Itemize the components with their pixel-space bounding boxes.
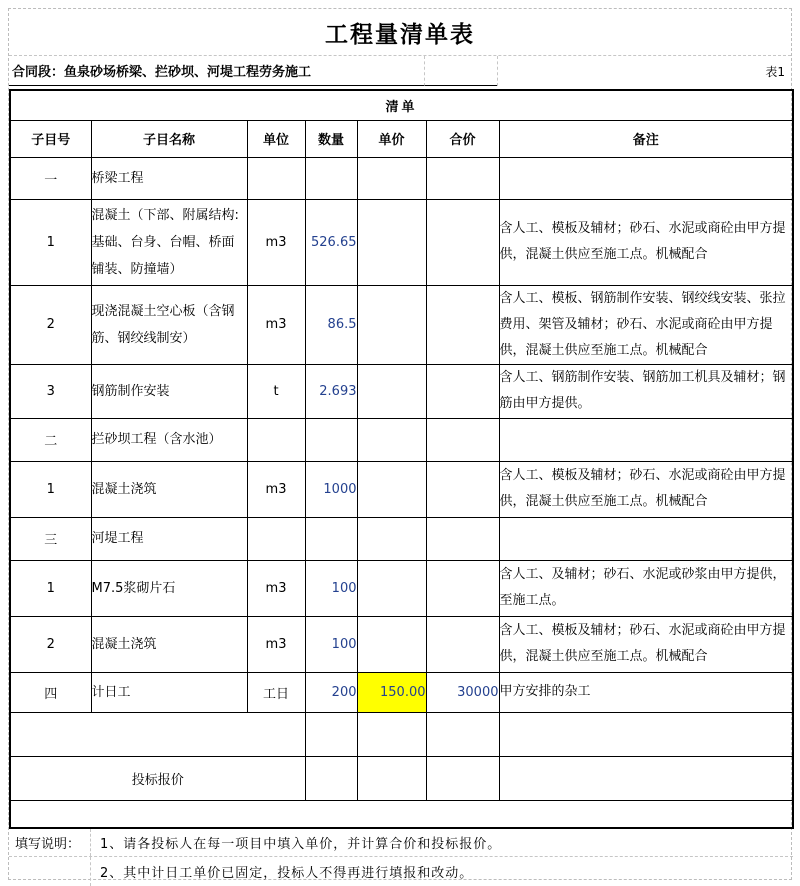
cell-qty[interactable]: 100 bbox=[305, 560, 357, 616]
column-header: 备注 bbox=[499, 120, 793, 157]
cell-qty[interactable] bbox=[305, 517, 357, 560]
cell-qty[interactable] bbox=[305, 712, 357, 756]
cell-remark[interactable] bbox=[499, 517, 793, 560]
cell-price[interactable] bbox=[357, 517, 426, 560]
cell-remark[interactable] bbox=[499, 712, 793, 756]
cell-total[interactable] bbox=[426, 616, 499, 672]
cell-unit[interactable]: m3 bbox=[247, 285, 305, 364]
cell-total[interactable] bbox=[426, 461, 499, 517]
cell-qty[interactable]: 100 bbox=[305, 616, 357, 672]
cell-item-name[interactable]: 拦砂坝工程（含水池） bbox=[91, 418, 247, 461]
cell-remark[interactable]: 甲方安排的杂工 bbox=[499, 672, 793, 712]
table-row bbox=[10, 364, 793, 418]
note-text: 1、请各投标人在每一项目中填入单价，并计算合价和投标报价。 bbox=[90, 829, 793, 856]
column-header: 合价 bbox=[426, 120, 499, 157]
cell-total[interactable] bbox=[426, 199, 499, 285]
cell-item-name[interactable]: 混凝土浇筑 bbox=[91, 616, 247, 672]
cell-unit[interactable]: m3 bbox=[247, 560, 305, 616]
worksheet bbox=[8, 8, 792, 880]
column-header: 数量 bbox=[305, 120, 357, 157]
cell-price[interactable]: 150.00 bbox=[357, 672, 426, 712]
cell-item-no[interactable]: 1 bbox=[10, 560, 91, 616]
cell-remark[interactable]: 含人工、模板及辅材；砂石、水泥或商砼由甲方提供，混凝土供应至施工点。机械配合 bbox=[499, 461, 793, 517]
cell-price[interactable] bbox=[357, 418, 426, 461]
table-row bbox=[10, 672, 793, 712]
cell-unit[interactable]: m3 bbox=[247, 616, 305, 672]
cell-item-no[interactable]: 一 bbox=[10, 157, 91, 199]
cell-price[interactable] bbox=[357, 199, 426, 285]
table-row bbox=[10, 285, 793, 364]
cell-total[interactable] bbox=[426, 364, 499, 418]
cell-item-no[interactable]: 1 bbox=[10, 199, 91, 285]
cell-remark[interactable]: 含人工、模板、钢筋制作安装、钢绞线安装、张拉费用、架管及辅材；砂石、水泥或商砼由甲方提供，混凝土供应至施工点。机械配合 bbox=[499, 285, 793, 364]
sheet-number: 表1 bbox=[497, 56, 791, 86]
cell-unit[interactable]: t bbox=[247, 364, 305, 418]
cell-total[interactable] bbox=[426, 418, 499, 461]
table-row bbox=[10, 461, 793, 517]
cell-item-no[interactable]: 2 bbox=[10, 285, 91, 364]
cell-qty[interactable]: 2.693 bbox=[305, 364, 357, 418]
table-row bbox=[10, 517, 793, 560]
cell-price[interactable] bbox=[357, 157, 426, 199]
table-row bbox=[10, 560, 793, 616]
column-header: 单价 bbox=[357, 120, 426, 157]
cell-total[interactable]: 30000 bbox=[426, 672, 499, 712]
table-row bbox=[10, 418, 793, 461]
cell-item-no[interactable]: 3 bbox=[10, 364, 91, 418]
cell-remark[interactable] bbox=[499, 756, 793, 800]
note-row bbox=[9, 829, 793, 857]
title-row bbox=[9, 9, 791, 56]
cell-price[interactable] bbox=[357, 712, 426, 756]
cell-price[interactable] bbox=[357, 285, 426, 364]
cell-total[interactable] bbox=[426, 157, 499, 199]
cell-item-name[interactable]: 钢筋制作安装 bbox=[91, 364, 247, 418]
cell-item-no[interactable]: 2 bbox=[10, 616, 91, 672]
cell-unit[interactable]: 工日 bbox=[247, 672, 305, 712]
cell-item-name[interactable]: 桥梁工程 bbox=[91, 157, 247, 199]
cell-price[interactable] bbox=[357, 756, 426, 800]
cell-remark[interactable]: 含人工、及辅材；砂石、水泥或砂浆由甲方提供，至施工点。 bbox=[499, 560, 793, 616]
cell-remark[interactable]: 含人工、钢筋制作安装、钢筋加工机具及辅材；钢筋由甲方提供。 bbox=[499, 364, 793, 418]
column-header: 子目名称 bbox=[91, 120, 247, 157]
cell-price[interactable] bbox=[357, 364, 426, 418]
cell-qty[interactable] bbox=[305, 756, 357, 800]
cell-price[interactable] bbox=[357, 461, 426, 517]
cell-total[interactable] bbox=[426, 560, 499, 616]
contract-empty-cell bbox=[424, 56, 497, 86]
cell-total[interactable] bbox=[426, 712, 499, 756]
cell-price[interactable] bbox=[357, 560, 426, 616]
cell-unit[interactable] bbox=[247, 418, 305, 461]
cell-unit[interactable]: m3 bbox=[247, 199, 305, 285]
notes-label: 填写说明： bbox=[15, 837, 81, 852]
cell-merged-blank[interactable] bbox=[10, 712, 305, 756]
cell-total[interactable] bbox=[426, 285, 499, 364]
cell-remark[interactable]: 含人工、模板及辅材；砂石、水泥或商砼由甲方提供，混凝土供应至施工点。机械配合 bbox=[499, 199, 793, 285]
cell-item-no[interactable]: 三 bbox=[10, 517, 91, 560]
cell-unit[interactable] bbox=[247, 157, 305, 199]
cell-item-name[interactable]: M7.5浆砌片石 bbox=[91, 560, 247, 616]
empty-fill-row bbox=[10, 712, 793, 756]
cell-qty[interactable]: 200 bbox=[305, 672, 357, 712]
cell-unit[interactable] bbox=[247, 517, 305, 560]
table-row bbox=[10, 157, 793, 199]
list-title: 清单 bbox=[10, 90, 793, 120]
cell-item-no[interactable]: 二 bbox=[10, 418, 91, 461]
page-title: 工程量清单表 bbox=[325, 21, 475, 48]
column-header: 单位 bbox=[247, 120, 305, 157]
cell-item-no[interactable]: 1 bbox=[10, 461, 91, 517]
cell-total[interactable] bbox=[426, 517, 499, 560]
table-row bbox=[10, 199, 793, 285]
quantity-list-table bbox=[9, 89, 794, 829]
list-title-row bbox=[10, 90, 793, 120]
table-row bbox=[10, 616, 793, 672]
cell-qty[interactable]: 526.65 bbox=[305, 199, 357, 285]
cell-item-name[interactable]: 混凝土浇筑 bbox=[91, 461, 247, 517]
cell-item-no[interactable]: 四 bbox=[10, 672, 91, 712]
column-header: 子目号 bbox=[10, 120, 91, 157]
bid-total-row bbox=[10, 756, 793, 800]
cell-remark[interactable] bbox=[499, 418, 793, 461]
cell-unit[interactable]: m3 bbox=[247, 461, 305, 517]
cell-item-name[interactable]: 现浇混凝土空心板（含钢筋、钢绞线制安） bbox=[91, 285, 247, 364]
notes-label-empty bbox=[9, 857, 90, 886]
cell-merged-blank[interactable] bbox=[10, 800, 793, 828]
note-text: 2、其中计日工单价已固定，投标人不得再进行填报和改动。 bbox=[90, 857, 793, 886]
bid-total-label[interactable]: 投标报价 bbox=[10, 756, 305, 800]
cell-item-name[interactable]: 计日工 bbox=[91, 672, 247, 712]
cell-remark[interactable]: 含人工、模板及辅材；砂石、水泥或商砼由甲方提供，混凝土供应至施工点。机械配合 bbox=[499, 616, 793, 672]
contract-row bbox=[9, 56, 791, 86]
column-header-row bbox=[10, 120, 793, 157]
bottom-empty-row bbox=[10, 800, 793, 828]
cell-price[interactable] bbox=[357, 616, 426, 672]
cell-qty[interactable] bbox=[305, 418, 357, 461]
fill-instructions bbox=[9, 829, 793, 886]
cell-qty[interactable]: 86.5 bbox=[305, 285, 357, 364]
cell-total[interactable] bbox=[426, 756, 499, 800]
cell-qty[interactable] bbox=[305, 157, 357, 199]
contract-section-label: 合同段：鱼泉砂场桥梁、拦砂坝、河堤工程劳务施工 bbox=[9, 56, 424, 86]
cell-item-name[interactable]: 混凝土（下部、附属结构: 基础、台身、台帽、桥面铺装、防撞墙） bbox=[91, 199, 247, 285]
cell-item-name[interactable]: 河堤工程 bbox=[91, 517, 247, 560]
cell-qty[interactable]: 1000 bbox=[305, 461, 357, 517]
note-row bbox=[9, 857, 793, 886]
cell-remark[interactable] bbox=[499, 157, 793, 199]
